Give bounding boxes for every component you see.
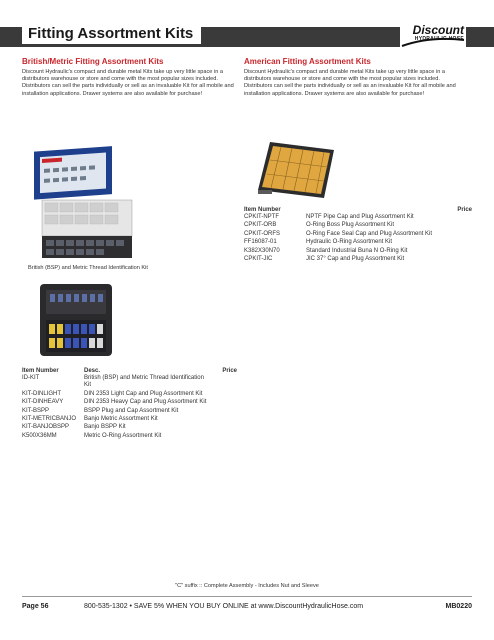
item-price bbox=[446, 222, 472, 230]
table-row bbox=[22, 424, 237, 432]
item-number: KIT-BSPP bbox=[22, 407, 50, 414]
table-header-row bbox=[244, 205, 472, 214]
column-header-price: Price bbox=[222, 367, 237, 374]
item-price bbox=[446, 231, 472, 239]
table-row bbox=[244, 248, 472, 256]
column-header-desc: Desc. bbox=[84, 367, 101, 374]
table-row bbox=[244, 256, 472, 264]
american-kits-table bbox=[244, 205, 472, 264]
item-number: K382X30N70 bbox=[244, 247, 280, 254]
item-desc: Banjo Metric Assortment Kit bbox=[84, 416, 158, 423]
british-metric-kits-table bbox=[22, 366, 237, 441]
item-price bbox=[446, 239, 472, 247]
item-number: K500X36MM bbox=[22, 432, 57, 439]
section-paragraph-left: Discount Hydraulic's compact and durable metal Kits take up very little space in a distributors warehouse or store and come with the most popular sizes included. Distributors can sell the parts individually or sell as an invaluable Kit for all mobile and installation applications. Drawer systems are also available for purchase! bbox=[22, 69, 234, 97]
column-header-item-number: Item Number bbox=[244, 206, 281, 213]
table-row bbox=[244, 214, 472, 222]
table-row bbox=[244, 222, 472, 230]
item-price bbox=[446, 248, 472, 256]
item-desc: O-Ring Face Seal Cap and Plug Assortment Kit bbox=[306, 230, 433, 237]
item-price bbox=[208, 433, 237, 441]
item-number: KIT-DINLIGHT bbox=[22, 390, 62, 397]
item-desc: Metric O-Ring Assortment Kit bbox=[84, 432, 162, 439]
item-number: CPKIT-ORFS bbox=[244, 230, 281, 237]
item-price bbox=[446, 214, 472, 222]
item-number: KIT-METRICBANJO bbox=[22, 416, 77, 423]
photo-caption: British (BSP) and Metric Thread Identification Kit bbox=[28, 265, 148, 271]
item-desc: DIN 2353 Light Cap and Plug Assortment Kit bbox=[84, 390, 203, 397]
item-desc: Banjo BSPP Kit bbox=[84, 424, 126, 431]
column-header-price: Price bbox=[457, 206, 472, 213]
footnote: "C" suffix :: Complete Assembly - Includes Nut and Sleeve bbox=[175, 583, 319, 589]
item-price bbox=[208, 375, 237, 391]
cap-plug-kit-case-photo bbox=[36, 280, 116, 360]
item-number: FF16087-01 bbox=[244, 239, 277, 246]
logo-text: Discount bbox=[412, 23, 464, 37]
item-number: KIT-BANJOBSPP bbox=[22, 424, 70, 431]
item-number: ID-KIT bbox=[22, 375, 40, 381]
item-price bbox=[208, 408, 237, 416]
table-row bbox=[22, 433, 237, 441]
item-desc: JIC 37° Cap and Plug Assortment Kit bbox=[306, 256, 405, 263]
item-desc: NPTF Pipe Cap and Plug Assortment Kit bbox=[306, 214, 414, 220]
item-price bbox=[208, 391, 237, 399]
table-header-row bbox=[22, 366, 237, 375]
item-price bbox=[208, 416, 237, 424]
item-desc: O-Ring Boss Plug Assortment Kit bbox=[306, 222, 395, 229]
table-row bbox=[22, 391, 237, 399]
item-desc: British (BSP) and Metric Thread Identification Kit bbox=[84, 375, 204, 389]
item-number: KIT-DINHEAVY bbox=[22, 399, 64, 406]
footer-contact: 800-535-1302 • SAVE 5% WHEN YOU BUY ONLINE at www.DiscountHydraulicHose.com bbox=[84, 603, 364, 610]
table-row bbox=[22, 399, 237, 407]
item-number: CPKIT-ORB bbox=[244, 222, 277, 229]
american-kit-organizer-photo bbox=[256, 140, 336, 202]
item-desc: Standard Industrial Buna N O-Ring Kit bbox=[306, 247, 408, 254]
section-paragraph-right: Discount Hydraulic's compact and durable metal Kits take up very little space in a distributors warehouse or store and come with the most popular sizes included. Distributors can sell the parts individually or sell as an invaluable Kit for all mobile and installation applications. Drawer systems are also available for purchase! bbox=[244, 69, 456, 97]
column-header-item-number: Item Number bbox=[22, 367, 59, 374]
thread-identification-kit-photo bbox=[28, 140, 138, 262]
logo-subtext: HYDRAULIC HOSE bbox=[414, 36, 464, 42]
table-row bbox=[244, 231, 472, 239]
page-title: Fitting Assortment Kits bbox=[22, 24, 201, 44]
catalog-code: MB0220 bbox=[445, 603, 472, 610]
section-heading-american: American Fitting Assortment Kits bbox=[244, 57, 371, 66]
footer-divider bbox=[22, 596, 472, 597]
column-header-desc bbox=[306, 205, 446, 214]
page-number: Page 56 bbox=[22, 603, 49, 610]
page-header bbox=[0, 0, 494, 46]
table-row bbox=[22, 416, 237, 424]
section-heading-british-metric: British/Metric Fitting Assortment Kits bbox=[22, 57, 164, 66]
item-price bbox=[446, 256, 472, 264]
table-row bbox=[22, 375, 237, 391]
item-price bbox=[208, 424, 237, 432]
item-price bbox=[208, 399, 237, 407]
item-desc: Hydraulic O-Ring Assortment Kit bbox=[306, 239, 393, 246]
item-number: CPKIT-JIC bbox=[244, 256, 273, 263]
item-desc: DIN 2353 Heavy Cap and Plug Assortment Kit bbox=[84, 399, 207, 406]
table-row bbox=[22, 408, 237, 416]
table-row bbox=[244, 239, 472, 247]
item-desc: BSPP Plug and Cap Assortment Kit bbox=[84, 407, 179, 414]
item-number: CPKIT-NPTF bbox=[244, 214, 280, 220]
